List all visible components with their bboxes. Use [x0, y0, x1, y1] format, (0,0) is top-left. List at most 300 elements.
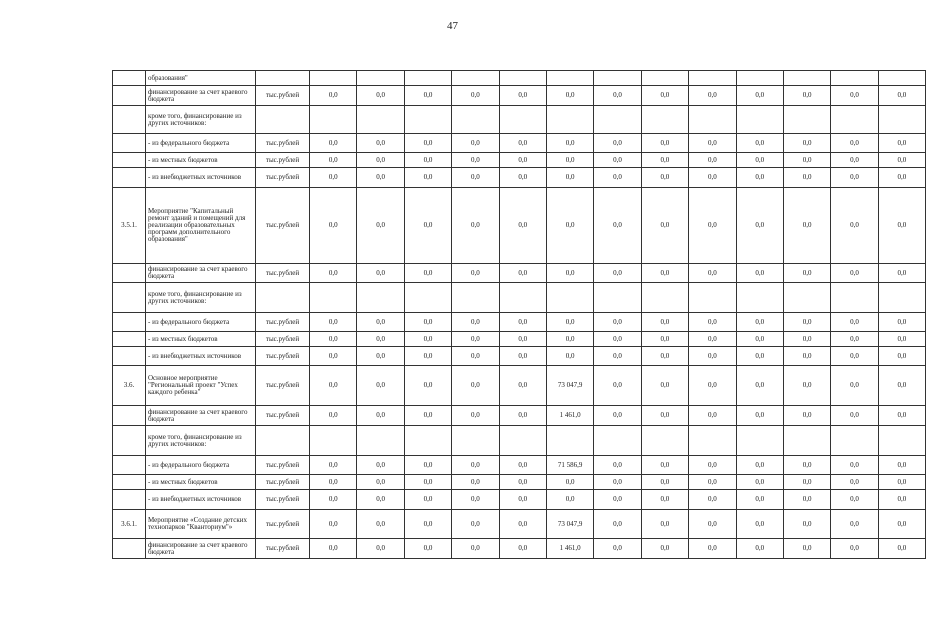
value-cell	[310, 283, 357, 313]
value-cell: 0,0	[878, 490, 925, 510]
value-cell	[878, 426, 925, 456]
value-cell	[878, 71, 925, 86]
value-cell	[831, 71, 878, 86]
value-cell: 0,0	[878, 366, 925, 406]
value-cell: 0,0	[783, 490, 830, 510]
value-cell: 0,0	[452, 134, 499, 153]
value-cell: 0,0	[357, 456, 404, 475]
value-cell: 0,0	[404, 313, 451, 332]
value-cell: 0,0	[736, 313, 783, 332]
value-cell: 0,0	[641, 366, 688, 406]
item-name-cell: финансирование за счет краевого бюджета	[146, 86, 256, 106]
value-cell	[594, 106, 641, 134]
item-number-cell	[113, 106, 146, 134]
value-cell	[736, 283, 783, 313]
table-row	[113, 283, 926, 313]
value-cell: 0,0	[452, 539, 499, 559]
table-row	[113, 71, 926, 86]
value-cell: 0,0	[878, 332, 925, 347]
value-cell: 0,0	[689, 510, 736, 539]
value-cell: 0,0	[594, 347, 641, 366]
value-cell: 0,0	[878, 188, 925, 264]
value-cell: 0,0	[641, 153, 688, 168]
value-cell: 0,0	[452, 490, 499, 510]
value-cell: 73 047,9	[546, 366, 593, 406]
value-cell: 0,0	[546, 153, 593, 168]
item-name-cell: кроме того, финансирование из других источников:	[146, 426, 256, 456]
unit-cell: тыс.рублей	[256, 510, 310, 539]
item-number-cell	[113, 153, 146, 168]
value-cell: 73 047,9	[546, 510, 593, 539]
value-cell: 0,0	[689, 539, 736, 559]
value-cell: 0,0	[831, 264, 878, 283]
table-row	[113, 168, 926, 188]
item-number-cell: 3.6.1.	[113, 510, 146, 539]
value-cell: 0,0	[310, 347, 357, 366]
value-cell: 0,0	[357, 332, 404, 347]
value-cell: 0,0	[641, 510, 688, 539]
value-cell	[831, 283, 878, 313]
value-cell	[689, 71, 736, 86]
value-cell: 0,0	[546, 168, 593, 188]
value-cell	[404, 426, 451, 456]
value-cell: 0,0	[310, 168, 357, 188]
value-cell: 0,0	[878, 313, 925, 332]
value-cell: 0,0	[689, 475, 736, 490]
value-cell: 0,0	[831, 539, 878, 559]
value-cell: 0,0	[641, 475, 688, 490]
value-cell: 0,0	[310, 313, 357, 332]
value-cell: 0,0	[736, 406, 783, 426]
value-cell: 0,0	[831, 153, 878, 168]
item-number-cell	[113, 490, 146, 510]
unit-cell: тыс.рублей	[256, 134, 310, 153]
value-cell: 0,0	[452, 475, 499, 490]
value-cell: 0,0	[499, 366, 546, 406]
value-cell	[357, 71, 404, 86]
value-cell: 0,0	[641, 188, 688, 264]
value-cell: 0,0	[736, 490, 783, 510]
item-name-cell: - из федерального бюджета	[146, 134, 256, 153]
value-cell	[546, 71, 593, 86]
value-cell: 0,0	[641, 264, 688, 283]
value-cell	[452, 426, 499, 456]
value-cell: 0,0	[499, 264, 546, 283]
value-cell: 0,0	[689, 153, 736, 168]
value-cell	[310, 426, 357, 456]
unit-cell: тыс.рублей	[256, 366, 310, 406]
table-row	[113, 426, 926, 456]
value-cell: 0,0	[499, 539, 546, 559]
value-cell: 0,0	[310, 188, 357, 264]
table-row	[113, 366, 926, 406]
table-row	[113, 475, 926, 490]
value-cell: 0,0	[357, 347, 404, 366]
value-cell	[357, 426, 404, 456]
value-cell	[546, 426, 593, 456]
value-cell: 0,0	[357, 188, 404, 264]
value-cell: 0,0	[689, 264, 736, 283]
table-row	[113, 539, 926, 559]
value-cell: 0,0	[357, 510, 404, 539]
value-cell: 0,0	[546, 347, 593, 366]
value-cell: 0,0	[736, 475, 783, 490]
value-cell: 0,0	[310, 510, 357, 539]
value-cell: 0,0	[831, 510, 878, 539]
value-cell: 0,0	[404, 153, 451, 168]
value-cell	[499, 426, 546, 456]
value-cell: 0,0	[452, 406, 499, 426]
value-cell: 0,0	[831, 490, 878, 510]
table-row	[113, 188, 926, 264]
value-cell	[452, 71, 499, 86]
item-number-cell: 3.5.1.	[113, 188, 146, 264]
value-cell: 0,0	[594, 510, 641, 539]
value-cell: 1 461,0	[546, 539, 593, 559]
value-cell: 0,0	[357, 86, 404, 106]
unit-cell	[256, 426, 310, 456]
value-cell: 0,0	[641, 86, 688, 106]
unit-cell: тыс.рублей	[256, 86, 310, 106]
value-cell: 0,0	[452, 456, 499, 475]
value-cell: 0,0	[357, 475, 404, 490]
value-cell: 0,0	[404, 539, 451, 559]
value-cell	[452, 106, 499, 134]
budget-table-body	[113, 71, 926, 559]
page-number: 47	[447, 20, 458, 32]
value-cell	[689, 106, 736, 134]
value-cell: 0,0	[499, 168, 546, 188]
unit-cell: тыс.рублей	[256, 332, 310, 347]
value-cell: 71 586,9	[546, 456, 593, 475]
value-cell: 0,0	[546, 475, 593, 490]
value-cell: 0,0	[831, 188, 878, 264]
value-cell: 0,0	[831, 456, 878, 475]
value-cell: 0,0	[499, 313, 546, 332]
item-number-cell	[113, 347, 146, 366]
value-cell: 0,0	[546, 490, 593, 510]
value-cell	[689, 426, 736, 456]
item-name-cell: Основное мероприятие "Региональный проект "Успех каждого ребенка"	[146, 366, 256, 406]
value-cell	[689, 283, 736, 313]
value-cell: 0,0	[357, 313, 404, 332]
value-cell: 0,0	[594, 134, 641, 153]
value-cell: 0,0	[594, 332, 641, 347]
item-number-cell	[113, 332, 146, 347]
value-cell: 0,0	[783, 456, 830, 475]
value-cell: 0,0	[783, 406, 830, 426]
value-cell: 0,0	[641, 456, 688, 475]
value-cell: 0,0	[831, 168, 878, 188]
item-name-cell: - из внебюджетных источников	[146, 490, 256, 510]
value-cell: 0,0	[878, 475, 925, 490]
value-cell	[594, 71, 641, 86]
value-cell: 0,0	[736, 264, 783, 283]
value-cell	[404, 106, 451, 134]
value-cell: 0,0	[404, 86, 451, 106]
value-cell: 0,0	[783, 313, 830, 332]
value-cell: 0,0	[357, 539, 404, 559]
value-cell	[736, 426, 783, 456]
item-name-cell: Мероприятие "Капитальный ремонт зданий и помещений для реализации образовательных программ дополнительного образования"	[146, 188, 256, 264]
value-cell: 0,0	[452, 313, 499, 332]
value-cell: 0,0	[689, 332, 736, 347]
value-cell: 0,0	[594, 490, 641, 510]
budget-table	[112, 70, 926, 559]
value-cell	[499, 283, 546, 313]
value-cell: 0,0	[452, 264, 499, 283]
value-cell: 0,0	[594, 406, 641, 426]
value-cell: 0,0	[783, 539, 830, 559]
value-cell: 0,0	[310, 86, 357, 106]
value-cell	[641, 283, 688, 313]
value-cell: 0,0	[736, 347, 783, 366]
value-cell: 0,0	[641, 406, 688, 426]
value-cell: 0,0	[878, 347, 925, 366]
value-cell: 0,0	[689, 188, 736, 264]
value-cell: 0,0	[310, 490, 357, 510]
value-cell: 0,0	[783, 264, 830, 283]
value-cell: 0,0	[783, 347, 830, 366]
value-cell: 0,0	[736, 188, 783, 264]
table-row	[113, 106, 926, 134]
value-cell	[736, 71, 783, 86]
item-name-cell: Мероприятие «Создание детских технопарков "Кванториум"»	[146, 510, 256, 539]
value-cell: 0,0	[831, 475, 878, 490]
value-cell: 0,0	[404, 510, 451, 539]
table-row	[113, 313, 926, 332]
value-cell: 0,0	[783, 366, 830, 406]
value-cell	[546, 283, 593, 313]
value-cell	[783, 283, 830, 313]
value-cell: 1 461,0	[546, 406, 593, 426]
value-cell: 0,0	[452, 366, 499, 406]
value-cell: 0,0	[736, 366, 783, 406]
unit-cell: тыс.рублей	[256, 539, 310, 559]
value-cell	[357, 283, 404, 313]
item-number-cell	[113, 264, 146, 283]
value-cell: 0,0	[404, 456, 451, 475]
unit-cell: тыс.рублей	[256, 347, 310, 366]
item-name-cell: финансирование за счет краевого бюджета	[146, 539, 256, 559]
value-cell: 0,0	[641, 347, 688, 366]
item-number-cell: 3.6.	[113, 366, 146, 406]
item-number-cell	[113, 168, 146, 188]
unit-cell: тыс.рублей	[256, 188, 310, 264]
value-cell: 0,0	[878, 406, 925, 426]
item-name-cell: - из внебюджетных источников	[146, 347, 256, 366]
value-cell	[831, 106, 878, 134]
unit-cell: тыс.рублей	[256, 490, 310, 510]
value-cell: 0,0	[689, 490, 736, 510]
item-name-cell: кроме того, финансирование из других источников:	[146, 106, 256, 134]
value-cell: 0,0	[310, 264, 357, 283]
value-cell	[499, 106, 546, 134]
item-number-cell	[113, 539, 146, 559]
value-cell: 0,0	[404, 134, 451, 153]
value-cell: 0,0	[641, 539, 688, 559]
table-row	[113, 510, 926, 539]
value-cell: 0,0	[736, 510, 783, 539]
value-cell	[594, 426, 641, 456]
item-number-cell	[113, 456, 146, 475]
value-cell: 0,0	[641, 134, 688, 153]
value-cell: 0,0	[594, 539, 641, 559]
unit-cell: тыс.рублей	[256, 475, 310, 490]
value-cell: 0,0	[546, 332, 593, 347]
item-number-cell	[113, 313, 146, 332]
value-cell: 0,0	[878, 456, 925, 475]
value-cell: 0,0	[499, 347, 546, 366]
value-cell: 0,0	[499, 510, 546, 539]
value-cell: 0,0	[546, 188, 593, 264]
table-row	[113, 406, 926, 426]
value-cell: 0,0	[499, 188, 546, 264]
item-number-cell	[113, 134, 146, 153]
item-number-cell	[113, 475, 146, 490]
unit-cell: тыс.рублей	[256, 264, 310, 283]
value-cell: 0,0	[783, 510, 830, 539]
value-cell: 0,0	[594, 366, 641, 406]
value-cell: 0,0	[689, 406, 736, 426]
value-cell: 0,0	[831, 332, 878, 347]
value-cell: 0,0	[689, 347, 736, 366]
value-cell	[594, 283, 641, 313]
value-cell	[736, 106, 783, 134]
value-cell	[357, 106, 404, 134]
value-cell: 0,0	[641, 332, 688, 347]
value-cell: 0,0	[404, 332, 451, 347]
table-row	[113, 332, 926, 347]
item-name-cell: финансирование за счет краевого бюджета	[146, 406, 256, 426]
value-cell	[546, 106, 593, 134]
value-cell: 0,0	[310, 332, 357, 347]
value-cell: 0,0	[878, 86, 925, 106]
value-cell: 0,0	[357, 264, 404, 283]
value-cell: 0,0	[546, 134, 593, 153]
value-cell: 0,0	[594, 475, 641, 490]
value-cell: 0,0	[357, 153, 404, 168]
value-cell: 0,0	[452, 86, 499, 106]
value-cell: 0,0	[452, 188, 499, 264]
value-cell: 0,0	[452, 168, 499, 188]
value-cell: 0,0	[783, 332, 830, 347]
value-cell: 0,0	[878, 134, 925, 153]
value-cell: 0,0	[499, 490, 546, 510]
value-cell: 0,0	[831, 313, 878, 332]
value-cell: 0,0	[736, 134, 783, 153]
value-cell: 0,0	[404, 264, 451, 283]
value-cell: 0,0	[736, 153, 783, 168]
value-cell: 0,0	[689, 134, 736, 153]
value-cell: 0,0	[404, 366, 451, 406]
value-cell: 0,0	[641, 313, 688, 332]
value-cell: 0,0	[783, 188, 830, 264]
value-cell: 0,0	[831, 134, 878, 153]
table-row	[113, 456, 926, 475]
value-cell: 0,0	[736, 456, 783, 475]
value-cell	[404, 283, 451, 313]
value-cell: 0,0	[310, 406, 357, 426]
value-cell: 0,0	[310, 134, 357, 153]
value-cell: 0,0	[499, 475, 546, 490]
value-cell	[641, 71, 688, 86]
item-name-cell: - из местных бюджетов	[146, 153, 256, 168]
value-cell: 0,0	[878, 510, 925, 539]
value-cell	[404, 71, 451, 86]
value-cell: 0,0	[499, 153, 546, 168]
item-number-cell	[113, 283, 146, 313]
value-cell: 0,0	[878, 153, 925, 168]
item-name-cell: - из федерального бюджета	[146, 313, 256, 332]
value-cell: 0,0	[594, 313, 641, 332]
value-cell: 0,0	[499, 456, 546, 475]
item-name-cell: - из федерального бюджета	[146, 456, 256, 475]
value-cell: 0,0	[404, 475, 451, 490]
value-cell: 0,0	[310, 475, 357, 490]
value-cell: 0,0	[546, 264, 593, 283]
value-cell: 0,0	[499, 332, 546, 347]
unit-cell: тыс.рублей	[256, 406, 310, 426]
value-cell: 0,0	[783, 153, 830, 168]
value-cell	[783, 426, 830, 456]
unit-cell: тыс.рублей	[256, 456, 310, 475]
value-cell: 0,0	[357, 366, 404, 406]
value-cell	[641, 426, 688, 456]
value-cell: 0,0	[783, 475, 830, 490]
value-cell: 0,0	[310, 366, 357, 406]
item-number-cell	[113, 71, 146, 86]
value-cell: 0,0	[357, 490, 404, 510]
value-cell: 0,0	[783, 134, 830, 153]
value-cell: 0,0	[499, 406, 546, 426]
table-row	[113, 264, 926, 283]
unit-cell	[256, 106, 310, 134]
value-cell: 0,0	[357, 168, 404, 188]
value-cell: 0,0	[689, 366, 736, 406]
value-cell: 0,0	[452, 347, 499, 366]
value-cell	[783, 106, 830, 134]
value-cell: 0,0	[452, 153, 499, 168]
value-cell	[831, 426, 878, 456]
table-row	[113, 490, 926, 510]
value-cell: 0,0	[831, 86, 878, 106]
value-cell: 0,0	[594, 153, 641, 168]
item-name-cell: - из внебюджетных источников	[146, 168, 256, 188]
table-row	[113, 347, 926, 366]
value-cell: 0,0	[783, 168, 830, 188]
unit-cell: тыс.рублей	[256, 153, 310, 168]
value-cell: 0,0	[546, 313, 593, 332]
value-cell	[878, 106, 925, 134]
item-name-cell: - из местных бюджетов	[146, 475, 256, 490]
value-cell: 0,0	[641, 168, 688, 188]
value-cell: 0,0	[878, 264, 925, 283]
value-cell: 0,0	[831, 347, 878, 366]
value-cell	[310, 71, 357, 86]
value-cell: 0,0	[452, 332, 499, 347]
value-cell: 0,0	[404, 347, 451, 366]
unit-cell	[256, 71, 310, 86]
value-cell: 0,0	[689, 168, 736, 188]
value-cell: 0,0	[452, 510, 499, 539]
value-cell: 0,0	[499, 86, 546, 106]
value-cell: 0,0	[404, 168, 451, 188]
value-cell: 0,0	[736, 168, 783, 188]
value-cell	[641, 106, 688, 134]
table-row	[113, 134, 926, 153]
value-cell: 0,0	[357, 134, 404, 153]
